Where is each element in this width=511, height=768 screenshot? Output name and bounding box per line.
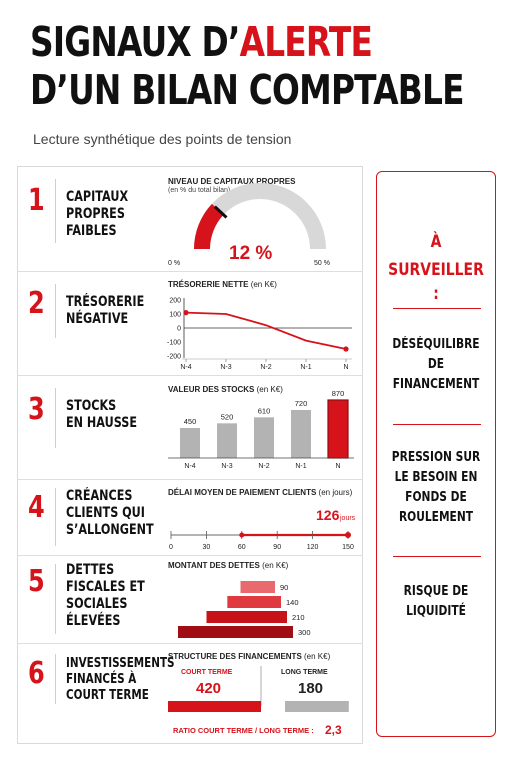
y-tick-label: 0 [177,325,181,333]
stock-category-label: N [335,463,341,470]
delay-scale-chart [18,480,362,556]
debt-bars [178,581,311,638]
x-tick-label: N [343,364,349,371]
signal-label: INVESTISSEMENTS FINANCÉS À COURT TERME [66,656,175,703]
signal-label: CRÉANCES CLIENTS QUI S’ALLONGENT [66,488,154,538]
page-subtitle: Lecture synthétique des points de tension [33,131,292,147]
signals-panel [17,166,363,744]
title-part-2: ALERTE [239,18,373,66]
x-tick-label: N-3 [220,364,232,371]
stock-bar [254,417,274,458]
scale-start-dot [239,533,244,538]
debt-bar [227,596,281,608]
signal-number: 5 [28,564,45,599]
stock-bar [180,428,200,458]
chart-unit: (en K€) [250,280,277,289]
stock-bar-chart [18,376,362,480]
watch-item-2: PRESSION SUR LE BESOIN EN FONDS DE ROULEMENT [391,450,481,525]
title-part-1: SIGNAUX D’ [30,18,240,66]
y-tick-label: -200 [166,353,181,361]
y-tick-label: -100 [166,339,181,347]
signal-number: 3 [28,392,45,427]
delay-unit: jours [340,515,356,522]
watch-item-1: DÉSÉQUILIBRE DE FINANCEMENT [392,337,480,392]
y-tick-label: 200 [169,297,181,305]
watch-item-3: RISQUE DE LIQUIDITÉ [403,584,469,619]
financing-structure-chart [18,644,362,744]
line-point [343,346,348,351]
page-title [30,18,500,114]
stock-bar [291,410,311,458]
chart-title-text: MONTANT DES DETTES [168,561,260,570]
ratio-value: 2,3 [325,723,342,737]
scale-tick-label: 60 [237,544,246,551]
stock-value-label: 870 [331,389,345,398]
line-chart [18,272,362,376]
short-term-label: COURT TERME [181,669,233,676]
signal-label: DETTES FISCALES ET SOCIALES ÉLEVÉES [66,562,145,629]
chart-title-text: STRUCTURE DES FINANCEMENTS [168,652,302,661]
y-tick-label: 100 [169,311,181,319]
short-term-bar [168,701,261,712]
chart-unit: (en K€) [304,652,331,661]
signal-row-6 [18,644,362,744]
signal-number: 1 [28,183,45,218]
debt-value-label: 300 [298,628,311,637]
watch-header-line-1: À [430,232,442,252]
line-axis [167,298,352,361]
gauge-min-label: 0 % [168,260,181,267]
delay-value: 126 [316,507,340,523]
title-line-1 [30,18,406,66]
chart-title: NIVEAU DE CAPITAUX PROPRES [168,177,296,186]
debt-bar [207,611,288,623]
signal-number: 2 [28,286,45,321]
debt-value-label: 90 [280,583,289,592]
gauge-max-label: 50 % [314,260,330,267]
stock-value-label: 450 [183,417,197,426]
line-series [186,313,346,349]
watch-divider [393,556,481,557]
long-term-value: 180 [298,680,324,697]
signal-label: TRÉSORERIE NÉGATIVE [66,294,145,327]
signal-label: CAPITAUX PROPRES FAIBLES [66,189,129,239]
signal-number: 6 [28,656,45,691]
stock-category-label: N-1 [295,463,307,470]
debt-value-label: 210 [292,613,305,622]
scale-end-dot [345,532,351,538]
stock-value-label: 610 [257,406,271,416]
debt-bar [241,581,276,593]
chart-title-text: VALEUR DES STOCKS [168,385,255,394]
title-line-2: D’UN BILAN COMPTABLE [30,66,464,114]
gauge-track [202,191,318,249]
scale-tick-label: 0 [169,544,173,551]
stock-bar [217,423,237,458]
x-tick-label: N-2 [260,364,272,371]
gauge-chart [18,167,362,272]
line-points [183,310,348,352]
stock-category-label: N-2 [258,463,270,470]
scale-tick-label: 90 [273,544,282,551]
debt-value-label: 140 [286,598,299,607]
stock-value-label: 520 [220,412,234,422]
scale-tick-label: 30 [202,544,211,551]
line-point [183,310,188,315]
line-x-labels [180,359,352,371]
watch-divider [393,424,481,425]
signal-label: STOCKS EN HAUSSE [66,398,137,431]
gauge-value-label: 12 % [229,243,273,264]
gauge-fill [202,209,218,249]
signal-row-2 [18,272,362,376]
watch-box [376,171,496,737]
stock-category-label: N-4 [184,463,196,470]
debt-bar [178,626,293,638]
stock-bar [328,400,348,458]
chart-title-text: DÉLAI MOYEN DE PAIEMENT CLIENTS [168,488,317,497]
watch-divider [393,308,481,309]
chart-subtitle: (en % du total bilan) [168,187,231,194]
delay-scale [169,531,354,551]
long-term-label: LONG TERME [281,669,328,676]
scale-tick-label: 120 [306,544,319,551]
chart-title-text: TRÉSORERIE NETTE [168,280,249,289]
stock-category-label: N-3 [221,463,233,470]
signal-row-5 [18,556,362,644]
signal-row-4 [18,480,362,556]
chart-unit: (en jours) [318,488,353,497]
long-term-bar [285,701,349,712]
signal-row-3 [18,376,362,480]
x-tick-label: N-4 [180,364,192,371]
debt-pyramid-chart [18,556,362,644]
scale-tick-label: 150 [342,544,354,551]
x-tick-label: N-1 [300,364,312,371]
signal-row-1 [18,167,362,272]
signal-number: 4 [28,490,45,525]
short-term-value: 420 [196,680,222,697]
stock-value-label: 720 [294,399,308,408]
ratio-label: RATIO COURT TERME / LONG TERME : [173,726,314,735]
chart-unit: (en K€) [256,385,283,394]
watch-header-line-2: SURVEILLER : [388,260,484,304]
chart-unit: (en K€) [262,561,289,570]
